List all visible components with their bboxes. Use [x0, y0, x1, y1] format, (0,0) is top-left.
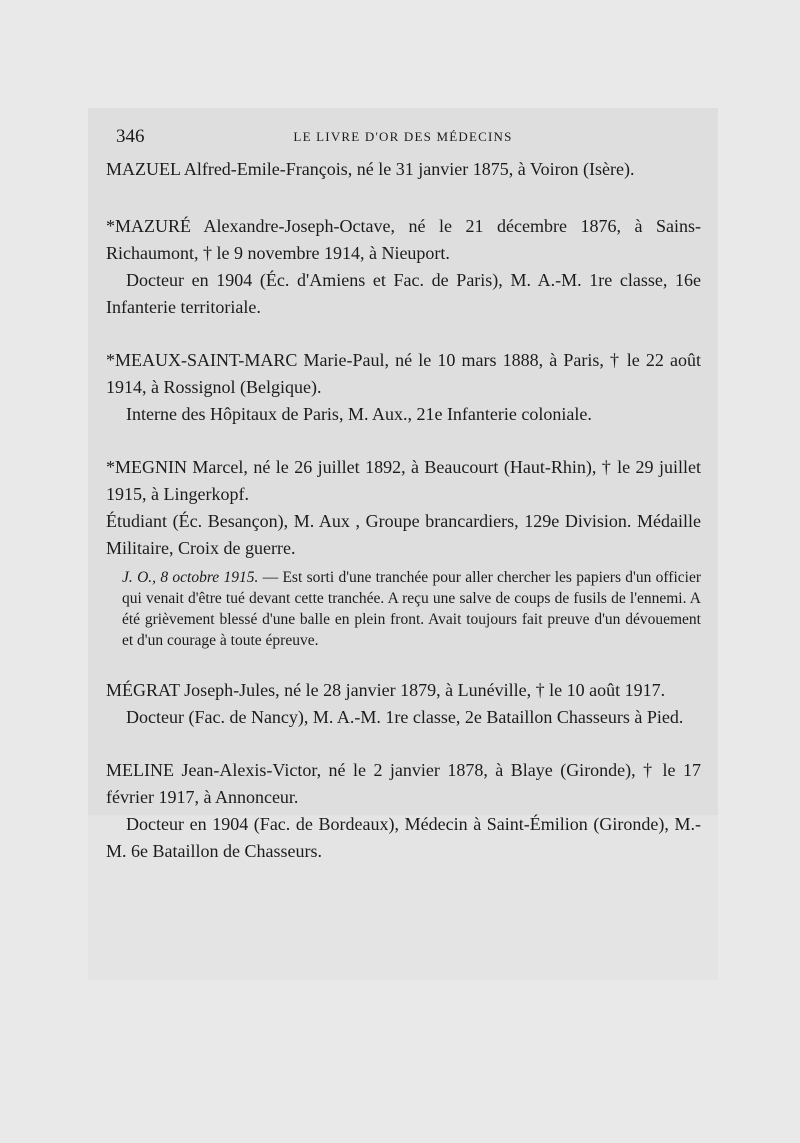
page-header — [88, 126, 718, 152]
citation-text: — Est sorti d'une tranchée pour aller chercher les papiers d'un officier qui venait d'être tué devant cette tranchée. A reçu une salve de coups de fusils de l'ennemi. A été grièvement blessé d'une balle en plein front. Avait toujours fait preuve d'un dévouement et d'un courage à toute épreuve. — [122, 569, 701, 649]
entry-mazuel — [106, 156, 701, 183]
entry-line: Docteur (Fac. de Nancy), M. A.-M. 1re classe, 2e Bataillon Chasseurs à Pied. — [126, 707, 684, 727]
entry-line: Interne des Hôpitaux de Paris, M. Aux., 21e Infanterie coloniale. — [126, 404, 592, 424]
entry-line: *MAZURÉ Alexandre-Joseph-Octave, né le 21 décembre 1876, à Sains-Richaumont, † le 9 novembre 1914, à Nieuport. — [106, 216, 701, 263]
entry-line: Étudiant (Éc. Besançon), M. Aux , Groupe brancardiers, 129e Division. Médaille Militaire, Croix de guerre. — [106, 511, 701, 558]
entry-line: MELINE Jean-Alexis-Victor, né le 2 janvier 1878, à Blaye (Gironde), † le 17 février 1917, à Annonceur. — [106, 760, 701, 807]
running-title: LE LIVRE D'OR DES MÉDECINS — [293, 129, 513, 144]
page-number: 346 — [116, 126, 145, 147]
book-page — [88, 108, 718, 980]
entry-line: *MEAUX-SAINT-MARC Marie-Paul, né le 10 mars 1888, à Paris, † le 22 août 1914, à Rossignol (Belgique). — [106, 350, 701, 397]
entry-line: Docteur en 1904 (Fac. de Bordeaux), Médecin à Saint-Émilion (Gironde), M.-M. 6e Bataillon de Chasseurs. — [106, 814, 701, 861]
citation — [122, 567, 701, 651]
entry-maz-ure — [106, 213, 701, 321]
entry-megrat — [106, 677, 701, 731]
citation-reference: J. O., 8 octobre 1915. — [122, 569, 259, 586]
entry-line: MAZUEL Alfred-Emile-François, né le 31 janvier 1875, à Voiron (Isère). — [106, 159, 635, 179]
entry-line: MÉGRAT Joseph-Jules, né le 28 janvier 1879, à Lunéville, † le 10 août 1917. — [106, 680, 666, 700]
entry-megnin — [106, 454, 701, 651]
entry-meline — [106, 757, 701, 865]
entry-line: *MEGNIN Marcel, né le 26 juillet 1892, à Beaucourt (Haut-Rhin), † le 29 juillet 1915, à Lingerkopf. — [106, 457, 701, 504]
entry-line: Docteur en 1904 (Éc. d'Amiens et Fac. de Paris), M. A.-M. 1re classe, 16e Infanterie territoriale. — [106, 270, 701, 317]
page-content — [106, 156, 701, 891]
entry-meaux-saint-marc — [106, 347, 701, 428]
